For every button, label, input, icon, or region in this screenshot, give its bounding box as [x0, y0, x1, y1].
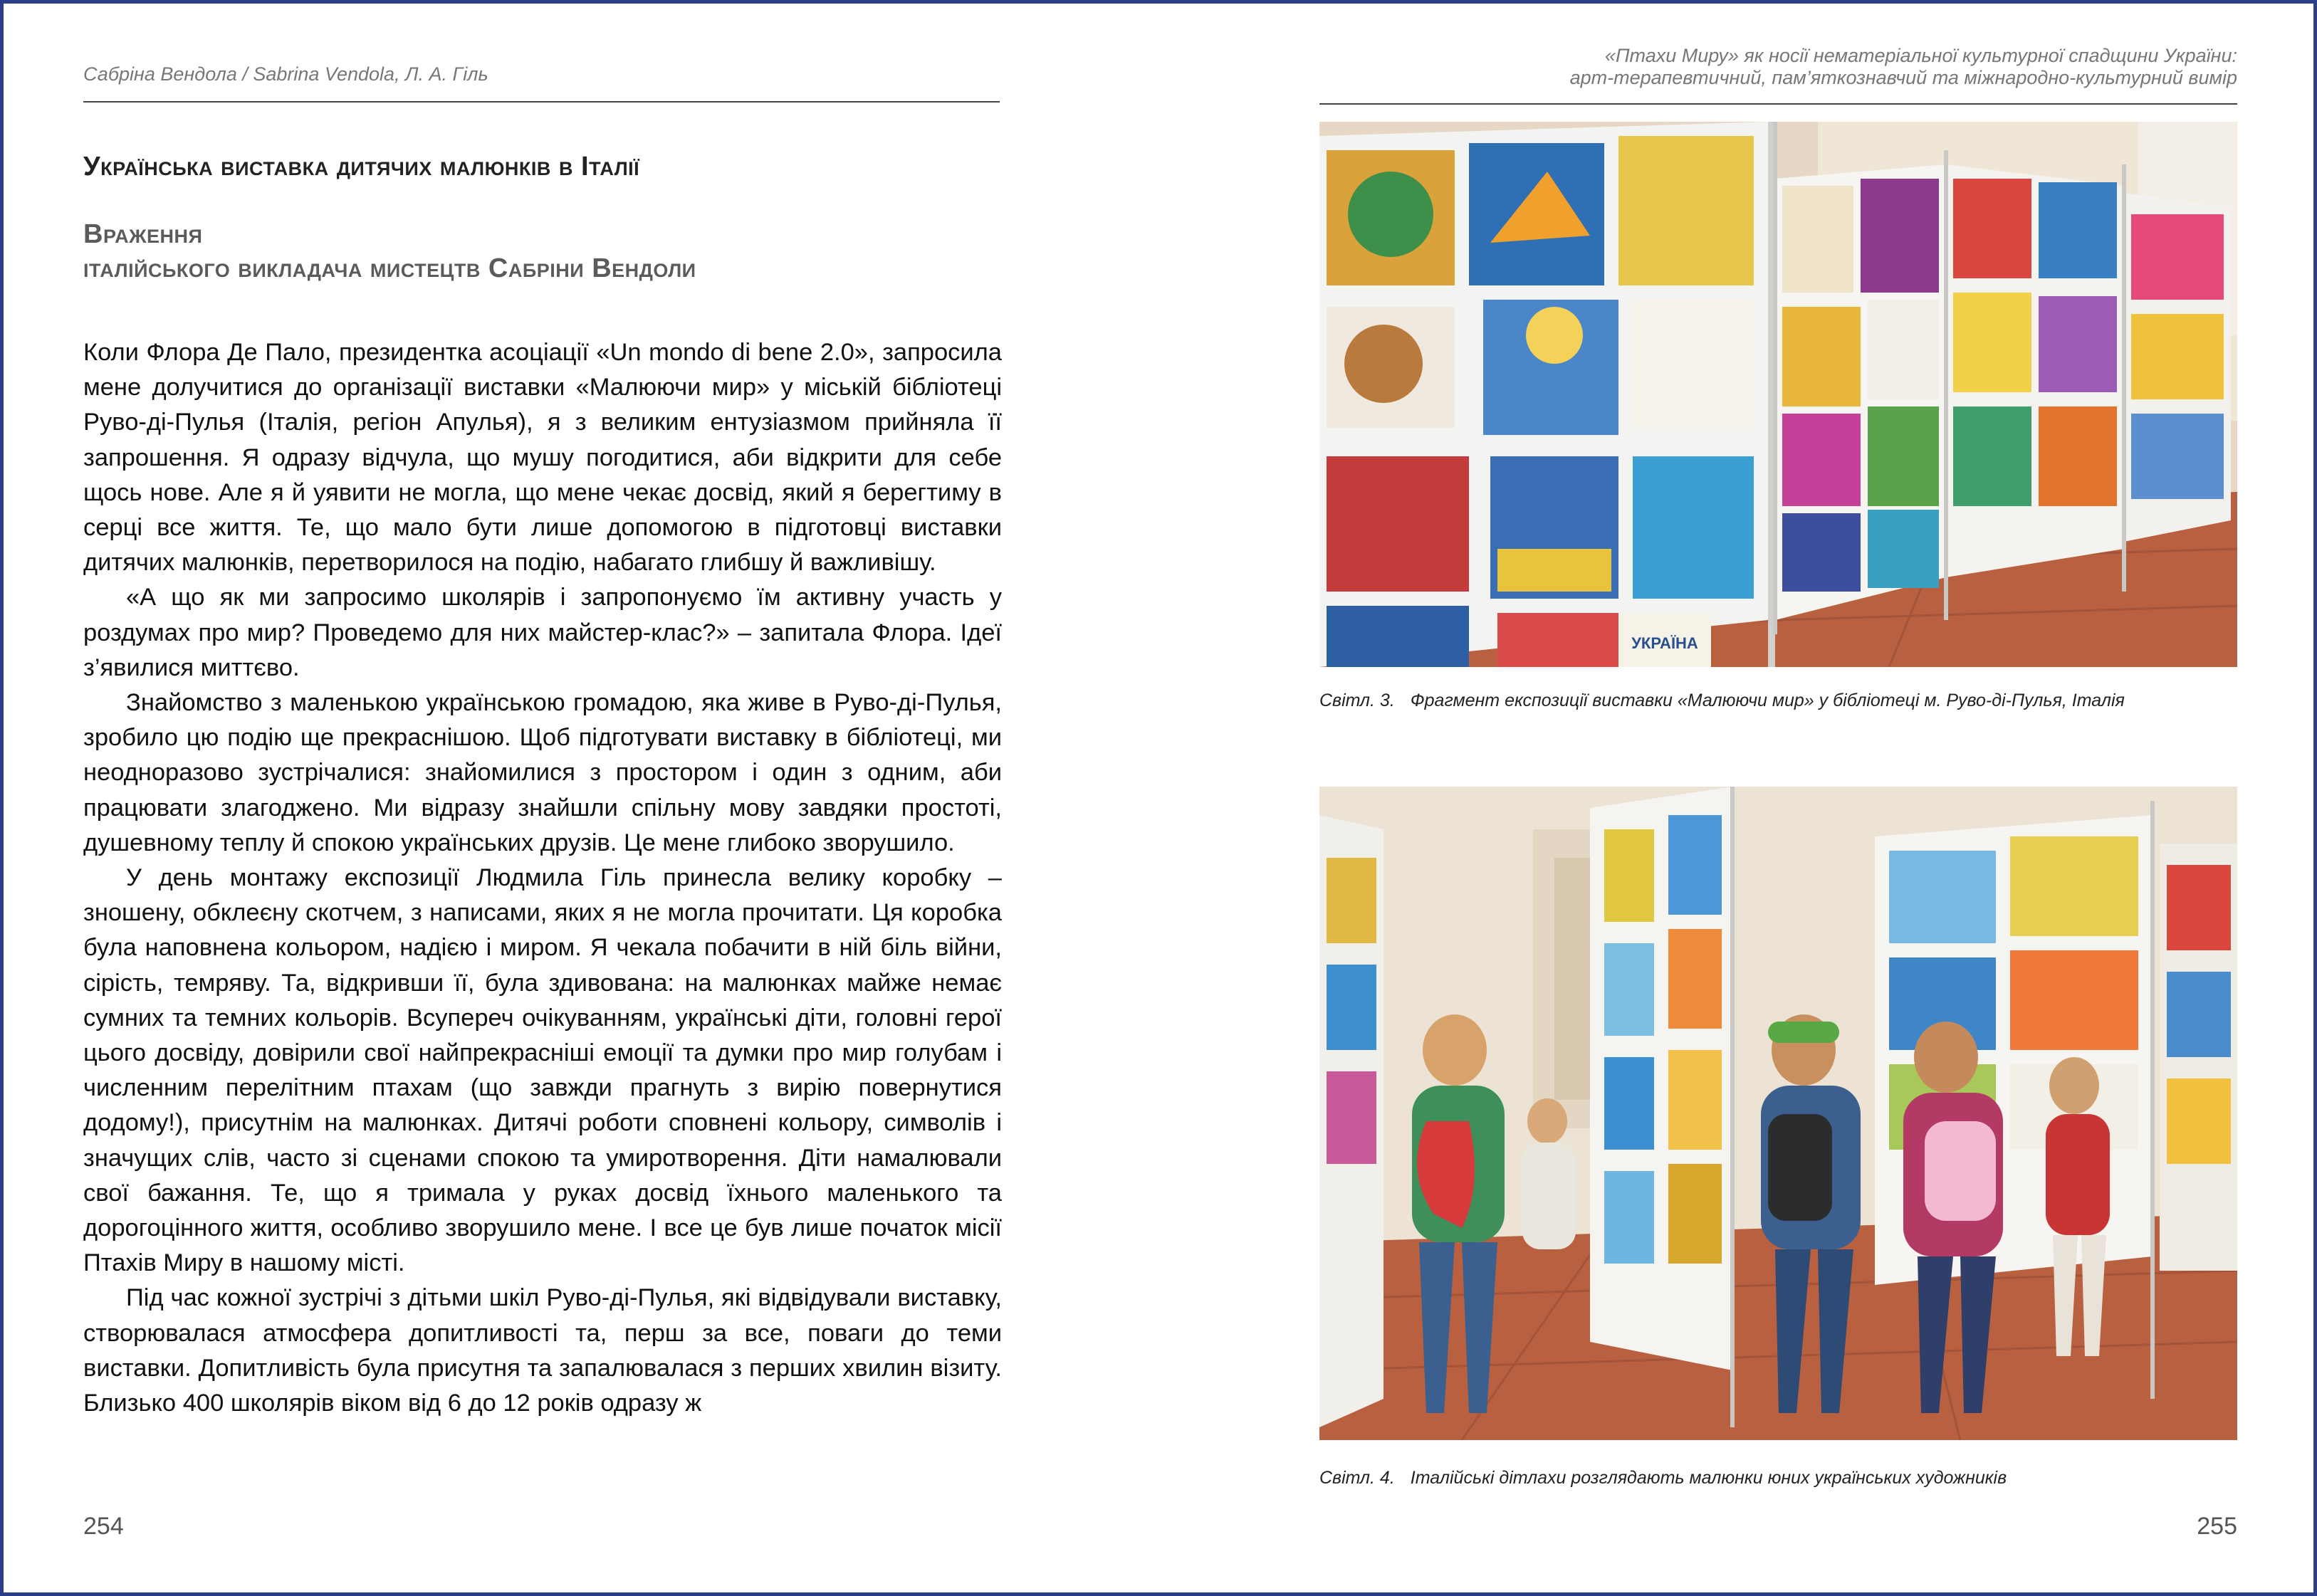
- figure-caption-text-1: Фрагмент експозиції виставки «Малюючи мир» у бібліотеці м. Руво-ді-Пулья, Італія: [1410, 691, 2125, 710]
- figure-label-1: Світл. 3.: [1319, 691, 1395, 710]
- exhibition-photo-image: [1319, 122, 2237, 667]
- paragraph-1: Коли Флора Де Пало, президентка асоціації «Un mondo di bene 2.0», запросила мене долучитися до організації виставки «Малюючи мир» у міській бібліотеці Руво-ді-Пулья (Італія, регіон Апулья), я з великим ентузіазмом прийняла її запрошення. Я одразу відчула, що мушу погодитися, аби відкрити для себе щось нове. Але я й уявити не могла, що мене чекає досвід, який я берегтиму в серці все життя. Те, що мало бути лише допомогою в підготовці виставки дитячих малюнків, перетворилося на подію, набагато глибшу й важливішу.: [83, 339, 1002, 577]
- subtitle-line-2: італійського викладача мистецтв Сабріни Вендоли: [83, 253, 696, 283]
- running-head-right: [1454, 45, 2237, 89]
- paragraph-2: «А що як ми запросимо школярів і запропонуємо їм активну участь у роздумах про мир? Проведемо для них майстер-клас?» – запитала Флора. Ідеї з’явилися миттєво.: [83, 584, 1002, 681]
- figure-caption-1: [1319, 689, 2237, 712]
- header-rule-left: [83, 101, 1000, 103]
- running-head-right-line-1: «Птахи Миру» як носії нематеріальної культурної спадщини України:: [1604, 45, 2237, 66]
- subtitle-line-1: Враження: [83, 219, 203, 249]
- header-rule-right: [1319, 103, 2237, 105]
- exhibition-sign-text: УКРАЇНА: [1631, 634, 1698, 652]
- subtitle: [83, 217, 1002, 285]
- children-photo-image: [1319, 787, 2237, 1440]
- left-page: [4, 4, 1162, 1596]
- children-photo: [1319, 787, 2237, 1440]
- paragraph-4: У день монтажу експозиції Людмила Гіль принесла велику коробку – зношену, обклеєну скотчем, з написами, яких я не могла прочитати. Ця коробка була наповнена кольором, надією і миром. Я чекала побачити в ній біль війни, сірість, темряву. Та, відкривши її, була здивована: на малюнках майже немає сумних та темних кольорів. Всупереч очікуванням, українські діти, головні герої цього досвіду, довірили свої найпрекрасніші емоції та думки про мир голубам і численним перелітним птахам (що завжди прагнуть з вирію повернутися додому!), присутнім на малюнках. Дитячі роботи сповнені кольору, символів і значущих слів, часто зі сценами спокою та умиротворення. Діти намалювали свої бажання. Те, що я тримала у руках досвід їхнього маленького та дорогоцінного життя, особливо зворушило мене. І все це був лише початок місії Птахів Миру в нашому місті.: [83, 864, 1002, 1277]
- page-number-right: 255: [2197, 1513, 2237, 1540]
- page-number-left: 254: [83, 1513, 124, 1540]
- running-head-left: Сабріна Вендола / Sabrina Vendola, Л. А. Гіль: [83, 63, 488, 85]
- body-text: [83, 335, 1002, 1421]
- figure-label-2: Світл. 4.: [1319, 1468, 1395, 1488]
- paragraph-5: Під час кожної зустрічі з дітьми шкіл Руво-ді-Пулья, які відвідували виставку, створювалася атмосфера допитливості та, перш за все, поваги до теми виставки. Допитливість була присутня та запалювалася з перших хвилин візиту. Близько 400 школярів віком від 6 до 12 років одразу ж: [83, 1284, 1002, 1417]
- section-title: Українська виставка дитячих малюнків в Італії: [83, 152, 640, 182]
- figure-caption-2: [1319, 1466, 2237, 1489]
- running-head-right-line-2: арт-терапевтичний, пам’яткознавчий та міжнародно-культурний вимір: [1569, 67, 2237, 88]
- exhibition-photo: [1319, 122, 2237, 667]
- right-page: [1162, 4, 2317, 1596]
- paragraph-3: Знайомство з маленькою українською громадою, яка живе в Руво-ді-Пулья, зробило цю подію ще прекраснішою. Щоб підготувати виставку в бібліотеці, ми неодноразово зустрічалися: знайомилися з простором і один з одним, аби працювати злагоджено. Ми відразу знайшли спільну мову завдяки простоті, душевному теплу й спокою українських друзів. Це мене глибоко зворушило.: [83, 689, 1002, 856]
- figure-caption-text-2: Італійські дітлахи розглядають малюнки юних українських художників: [1410, 1468, 2007, 1488]
